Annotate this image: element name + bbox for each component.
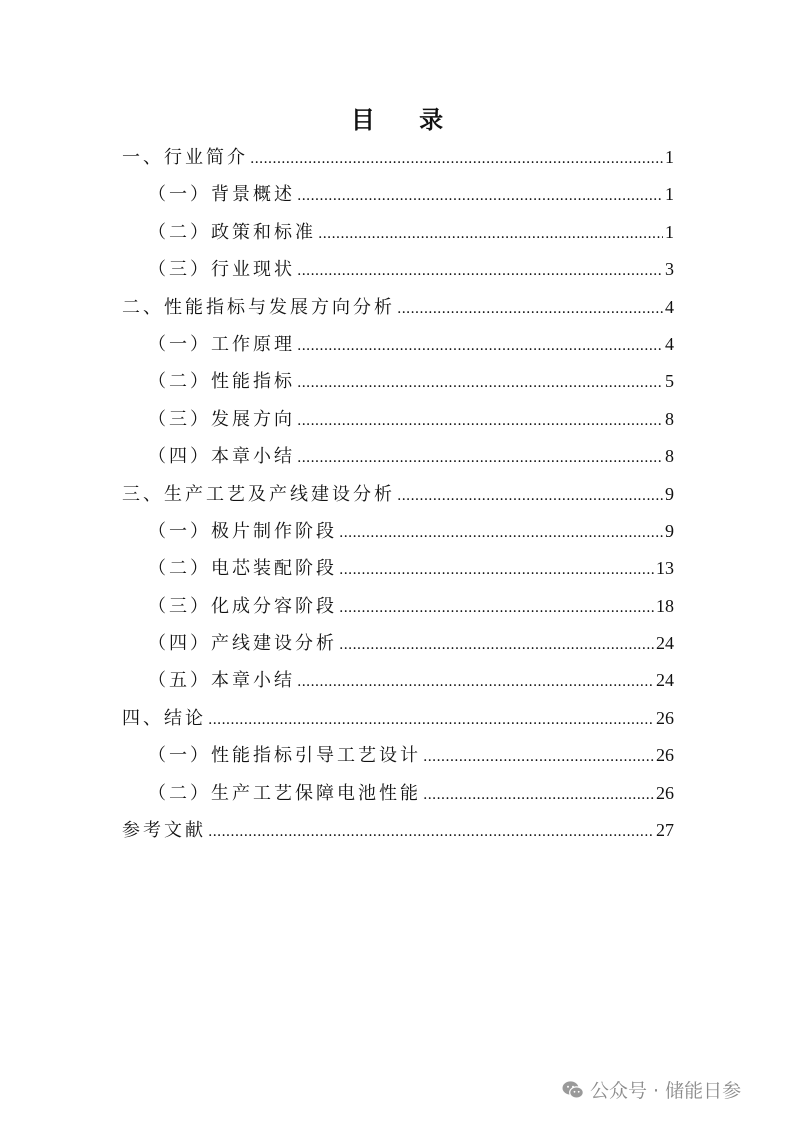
wechat-icon bbox=[562, 1080, 584, 1100]
toc-entry-number: （四） bbox=[148, 446, 211, 468]
toc-entry-number: （二） bbox=[148, 782, 211, 804]
toc-entry-page-number: 13 bbox=[656, 558, 674, 579]
dot-leader bbox=[339, 590, 654, 627]
dot-leader bbox=[250, 141, 663, 178]
toc-entry-page-number: 5 bbox=[665, 371, 674, 392]
toc-entry-page-number: 4 bbox=[665, 296, 674, 317]
toc-entry-label: 性能指标 bbox=[211, 371, 295, 393]
toc-entry-number: （一） bbox=[148, 184, 211, 206]
dot-leader bbox=[297, 403, 663, 440]
toc-entry-label: 本章小结 bbox=[211, 670, 295, 692]
toc-entry-number: （三） bbox=[148, 408, 211, 430]
toc-entry-label: 背景概述 bbox=[211, 184, 295, 206]
toc-entry[interactable] bbox=[122, 775, 674, 812]
toc-entry[interactable] bbox=[122, 326, 674, 363]
toc-entry-label: 政策和标准 bbox=[211, 221, 316, 243]
toc-entry-number: （三） bbox=[148, 259, 211, 281]
dot-leader bbox=[318, 216, 663, 253]
toc-entry-page-number: 1 bbox=[665, 147, 674, 167]
dot-leader bbox=[297, 365, 663, 402]
toc-entry-page-number: 18 bbox=[656, 595, 674, 616]
toc-entry[interactable] bbox=[122, 588, 674, 625]
toc-entry[interactable] bbox=[122, 289, 674, 326]
toc-entry[interactable] bbox=[122, 625, 674, 662]
dot-leader bbox=[208, 702, 654, 739]
toc-entry[interactable] bbox=[122, 176, 674, 213]
toc-entry-number: （三） bbox=[148, 595, 211, 617]
toc-entry-page-number: 24 bbox=[656, 670, 674, 691]
toc-entry-label: 生产工艺及产线建设分析 bbox=[164, 483, 395, 505]
toc-entry-page-number: 1 bbox=[665, 184, 674, 205]
toc-entry[interactable] bbox=[122, 812, 674, 849]
toc-entry[interactable] bbox=[122, 251, 674, 288]
dot-leader bbox=[423, 739, 654, 776]
toc-entry-number: 二、 bbox=[122, 296, 164, 318]
toc-entry[interactable] bbox=[122, 700, 674, 737]
dot-leader bbox=[297, 440, 663, 477]
toc-entry-page-number: 4 bbox=[665, 333, 674, 354]
toc-entry-number: （二） bbox=[148, 221, 211, 243]
toc-entry-label: 电芯装配阶段 bbox=[211, 558, 337, 580]
toc-entry-page-number: 27 bbox=[656, 820, 674, 841]
dot-leader bbox=[208, 814, 654, 851]
dot-leader bbox=[397, 291, 663, 328]
toc-entry-label: 产线建设分析 bbox=[211, 633, 337, 655]
toc-entry-number: （二） bbox=[148, 371, 211, 393]
toc-entry-label: 行业简介 bbox=[164, 147, 248, 168]
toc-entry[interactable] bbox=[122, 214, 674, 251]
dot-leader bbox=[297, 664, 654, 701]
dot-leader bbox=[297, 253, 663, 290]
toc-entry-page-number: 3 bbox=[665, 259, 674, 280]
toc-entry-number: 一、 bbox=[122, 147, 164, 168]
toc-entry-label: 性能指标引导工艺设计 bbox=[211, 745, 421, 767]
toc-entry[interactable] bbox=[122, 737, 674, 774]
toc-entry-page-number: 9 bbox=[665, 520, 674, 541]
toc-entry-page-number: 8 bbox=[665, 446, 674, 467]
toc-entry-page-number: 1 bbox=[665, 221, 674, 242]
toc-entry[interactable] bbox=[122, 513, 674, 550]
toc-entry-label: 参考文献 bbox=[122, 820, 206, 842]
dot-leader bbox=[339, 552, 654, 589]
toc-entry-page-number: 26 bbox=[656, 782, 674, 803]
toc-entry[interactable] bbox=[122, 476, 674, 513]
toc-entry-number: （一） bbox=[148, 520, 211, 542]
toc-entry-number: （五） bbox=[148, 670, 211, 692]
toc-entry-number: 三、 bbox=[122, 483, 164, 505]
toc-entry-label: 极片制作阶段 bbox=[211, 520, 337, 542]
watermark bbox=[562, 1076, 741, 1103]
toc-entry-page-number: 8 bbox=[665, 408, 674, 429]
toc-entry[interactable] bbox=[122, 438, 674, 475]
toc-entry[interactable] bbox=[122, 401, 674, 438]
toc-entry-page-number: 24 bbox=[656, 633, 674, 654]
toc-entry-label: 工作原理 bbox=[211, 333, 295, 355]
dot-leader bbox=[339, 515, 663, 552]
toc-entry-page-number: 26 bbox=[656, 745, 674, 766]
dot-leader bbox=[423, 777, 654, 814]
toc-entry[interactable] bbox=[122, 139, 674, 176]
toc-entry[interactable] bbox=[122, 363, 674, 400]
toc-entry-label: 结论 bbox=[164, 707, 206, 729]
watermark-text: 公众号 · 储能日参 bbox=[590, 1080, 742, 1102]
toc-entry-page-number: 26 bbox=[656, 707, 674, 728]
toc-entry[interactable] bbox=[122, 662, 674, 699]
toc-entry-label: 发展方向 bbox=[211, 408, 295, 430]
toc-entry-number: 四、 bbox=[122, 707, 164, 729]
toc-entry-number: （一） bbox=[148, 745, 211, 767]
toc-entry-label: 化成分容阶段 bbox=[211, 595, 337, 617]
toc-entry-label: 本章小结 bbox=[211, 446, 295, 468]
dot-leader bbox=[397, 478, 663, 515]
toc-entry[interactable] bbox=[122, 550, 674, 587]
toc-entry-page-number: 9 bbox=[665, 483, 674, 504]
toc-entry-number: （二） bbox=[148, 558, 211, 580]
toc-entry-label: 生产工艺保障电池性能 bbox=[211, 782, 421, 804]
toc-entry-number: （四） bbox=[148, 633, 211, 655]
toc-entry-label: 行业现状 bbox=[211, 259, 295, 281]
dot-leader bbox=[297, 328, 663, 365]
table-of-contents bbox=[122, 139, 674, 849]
toc-entry-number: （一） bbox=[148, 333, 211, 355]
toc-entry-label: 性能指标与发展方向分析 bbox=[164, 296, 395, 318]
dot-leader bbox=[339, 627, 654, 664]
toc-title: 目 录 bbox=[350, 105, 462, 134]
dot-leader bbox=[297, 178, 663, 215]
